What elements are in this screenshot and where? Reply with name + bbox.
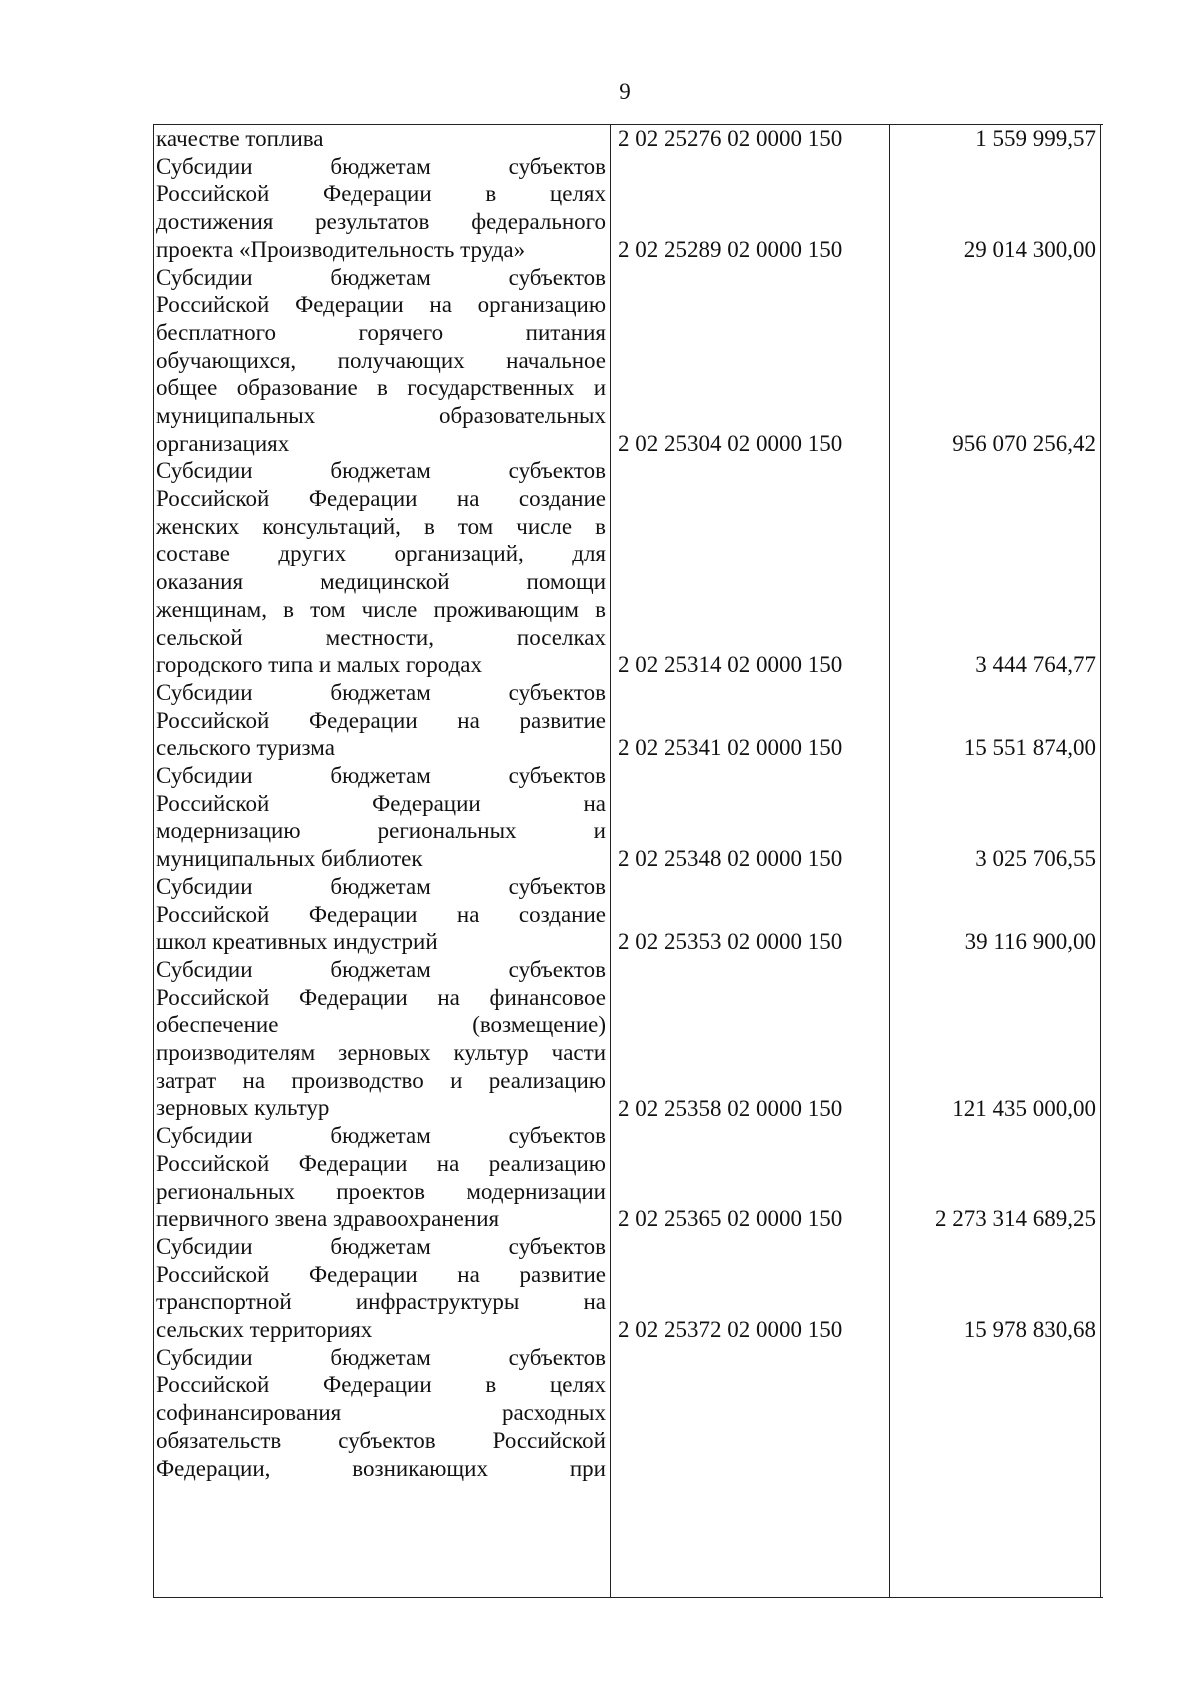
description-line: региональных проектов модернизации (156, 1178, 606, 1204)
description-line: производителям зерновых культур части (156, 1040, 606, 1066)
row-description (156, 125, 606, 153)
description-line: городского типа и малых городах (156, 652, 483, 678)
description-line: женщинам, в том числе проживающим в (156, 596, 606, 622)
amount-value: 29 014 300,00 (963, 236, 1096, 262)
description-line: Субсидии бюджетам субъектов (156, 1344, 606, 1370)
description-line: Российской Федерации на финансовое (156, 984, 606, 1010)
description-line: Российской Федерации на создание (156, 901, 606, 927)
description-line: Федерации, возникающих при (156, 1455, 606, 1481)
table-row (153, 1122, 1103, 1233)
budget-classification-code: 2 02 25314 02 0000 150 (618, 652, 843, 678)
row-description (156, 956, 606, 1122)
budget-classification-code: 2 02 25365 02 0000 150 (618, 1206, 843, 1232)
description-line: женских консультаций, в том числе в (156, 513, 606, 539)
table-row (153, 873, 1103, 956)
description-line: сельской местности, поселках (156, 624, 606, 650)
row-description (156, 679, 606, 762)
description-line: Российской Федерации в целях (156, 181, 606, 207)
description-line: обучающихся, получающих начальное (156, 347, 606, 373)
description-line: Субсидии бюджетам субъектов (156, 153, 606, 179)
description-line: проекта «Производительность труда» (156, 236, 526, 262)
description-line: Субсидии бюджетам субъектов (156, 1123, 606, 1149)
budget-table (153, 124, 1103, 1598)
description-line: обязательств субъектов Российской (156, 1427, 606, 1453)
description-line: достижения результатов федерального (156, 209, 606, 235)
description-line: сельского туризма (156, 735, 335, 761)
description-line: Субсидии бюджетам субъектов (156, 264, 606, 290)
description-line: организациях (156, 430, 290, 456)
description-line: обеспечение (возмещение) (156, 1012, 606, 1038)
description-line: зерновых культур (156, 1095, 330, 1121)
row-description (156, 1344, 606, 1482)
description-line: Субсидии бюджетам субъектов (156, 957, 606, 982)
description-line: бесплатного горячего питания (156, 319, 606, 345)
description-line: сельских территориях (156, 1317, 373, 1343)
budget-classification-code: 2 02 25353 02 0000 150 (618, 929, 843, 955)
table-row (153, 762, 1103, 873)
description-line: Субсидии бюджетам субъектов (156, 763, 606, 789)
amount-value: 2 273 314 689,25 (935, 1206, 1096, 1232)
description-line: софинансирования расходных (156, 1400, 606, 1426)
amount-value: 1 559 999,57 (975, 126, 1096, 151)
description-line: муниципальных образовательных (156, 402, 606, 428)
description-line: составе других организаций, для (156, 541, 606, 567)
amount-value: 121 435 000,00 (952, 1095, 1096, 1121)
row-description (156, 153, 606, 264)
table-row (153, 1344, 1103, 1483)
budget-classification-code: 2 02 25348 02 0000 150 (618, 846, 843, 872)
table-row (153, 153, 1103, 264)
description-line: Российской Федерации на развитие (156, 707, 606, 733)
description-line: затрат на производство и реализацию (156, 1067, 606, 1093)
amount-value: 3 025 706,55 (975, 846, 1096, 872)
amount-value: 956 070 256,42 (952, 430, 1096, 456)
row-description (156, 1122, 606, 1233)
budget-classification-code: 2 02 25304 02 0000 150 (618, 430, 843, 456)
table-row (153, 457, 1103, 679)
row-description (156, 457, 606, 679)
description-line: оказания медицинской помощи (156, 569, 606, 595)
description-line: транспортной инфраструктуры на (156, 1289, 606, 1315)
description-line: Субсидии бюджетам субъектов (156, 873, 606, 899)
table-row (153, 679, 1103, 762)
description-line: Субсидии бюджетам субъектов (156, 1234, 606, 1259)
budget-classification-code: 2 02 25341 02 0000 150 (618, 735, 843, 761)
table-row (153, 264, 1103, 458)
row-description (156, 1233, 606, 1344)
description-line: муниципальных библиотек (156, 846, 423, 872)
description-line: первичного звена здравоохранения (156, 1206, 500, 1232)
amount-value: 3 444 764,77 (975, 652, 1096, 678)
description-line: Российской Федерации на (156, 790, 606, 816)
description-line: Российской Федерации на развитие (156, 1261, 606, 1287)
table-row (153, 125, 1103, 153)
description-line: общее образование в государственных и (156, 375, 606, 401)
description-line: модернизацию региональных и (156, 818, 606, 844)
description-line: школ креативных индустрий (156, 929, 438, 955)
budget-classification-code: 2 02 25289 02 0000 150 (618, 236, 843, 262)
description-line: Российской Федерации на создание (156, 486, 606, 512)
description-line: качестве топлива (156, 126, 324, 151)
amount-value: 15 978 830,68 (963, 1317, 1096, 1343)
description-line: Субсидии бюджетам субъектов (156, 458, 606, 484)
page-number: 9 (619, 79, 631, 104)
row-description (156, 762, 606, 873)
budget-classification-code: 2 02 25276 02 0000 150 (618, 126, 843, 151)
description-line: Российской Федерации на организацию (156, 292, 606, 318)
amount-value: 39 116 900,00 (964, 929, 1096, 955)
description-line: Субсидии бюджетам субъектов (156, 680, 606, 705)
row-description (156, 264, 606, 458)
table-row (153, 1233, 1103, 1344)
amount-value: 15 551 874,00 (963, 735, 1096, 761)
budget-classification-code: 2 02 25358 02 0000 150 (618, 1095, 843, 1121)
description-line: Российской Федерации на реализацию (156, 1150, 606, 1176)
row-description (156, 873, 606, 956)
description-line: Российской Федерации в целях (156, 1372, 606, 1398)
table-row (153, 956, 1103, 1122)
budget-classification-code: 2 02 25372 02 0000 150 (618, 1317, 843, 1343)
